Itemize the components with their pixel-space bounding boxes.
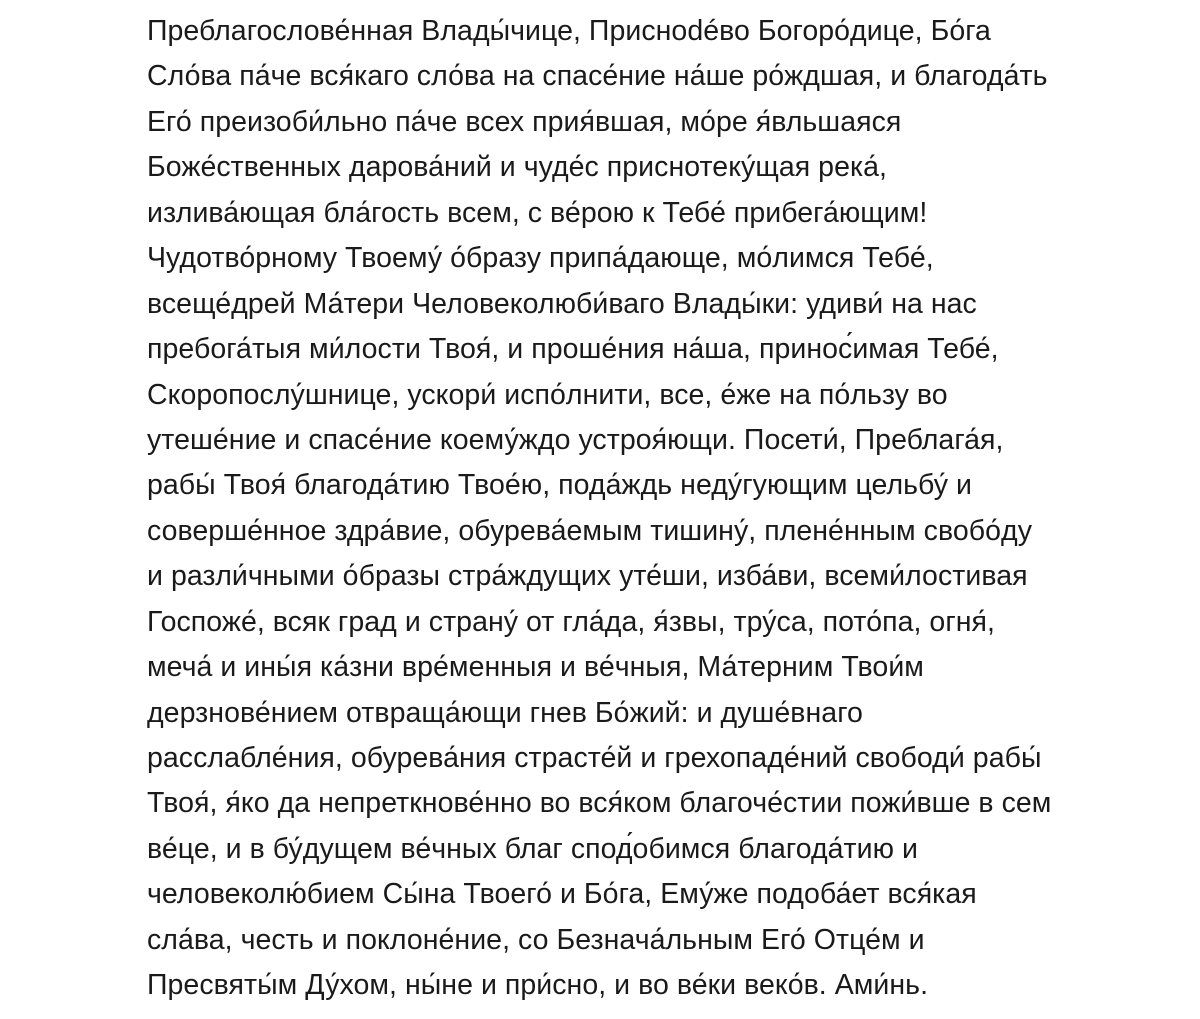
text-line: Преблагослове́нная Влады́чице, Приснodéво Богоро́дице, Бо́га bbox=[147, 15, 991, 47]
text-line: сла́ва, честь и поклоне́ние, со Безнача́льным Его́ Отце́м и bbox=[147, 923, 925, 956]
text-line: Сло́ва па́че вся́каго сло́ва на спасе́ние на́ше ро́ждшая, и благода́ть bbox=[147, 60, 1048, 93]
text-line: меча́ и ины́я ка́зни вре́менныя и ве́чныя, Ма́терним Твои́м bbox=[147, 651, 924, 684]
text-line: Скоропослу́шнице, ускори́ испо́лнити, все, е́же на по́льзу во bbox=[147, 378, 948, 411]
text-line: пребога́тыя ми́лости Твоя́, и проше́ния на́ша, принос́имая Тебе́, bbox=[147, 333, 999, 366]
text-line: Госпоже́, всяк град и страну́ от гла́да, я́звы, тру́са, пото́па, огня́, bbox=[147, 605, 996, 638]
text-line: человеколю́бием Сы́на Твоего́ и Бо́га, Ему́же подоба́ет вся́кая bbox=[147, 878, 977, 911]
text-line: Твоя́, я́ко да непреткнове́нно во вся́ком благоче́стии пожи́вше в сем bbox=[147, 787, 1052, 820]
text-line: и разли́чными о́бразы стра́ждущих уте́ши, изба́ви, всеми́лостивая bbox=[147, 560, 1028, 593]
text-line: соверше́нное здра́вие, обурева́емым тишину́, плене́нным свобо́ду bbox=[147, 514, 1032, 547]
text-line: Его́ преизоби́льно па́че всех прия́вшая, мо́ре я́вльшаяся bbox=[147, 105, 902, 138]
text-line: Пресвяты́м Ду́хом, ны́не и при́сно, и во ве́ки веко́в. Ами́нь. bbox=[147, 969, 929, 1002]
prayer-text bbox=[147, 9, 1187, 1009]
text-line: дерзнове́нием отвраща́ющи гнев Бо́жий: и душе́внаго bbox=[147, 696, 863, 729]
text-line: излива́ющая бла́гость всем, с ве́рою к Тебе́ прибега́ющим! bbox=[147, 196, 928, 229]
text-line: всеще́дрей Ма́тери Человеколюби́ваго Влады́ки: удиви́ на нас bbox=[147, 287, 977, 320]
text-line: рабы́ Твоя́ благода́тию Твое́ю, пода́ждь неду́гующим цельбу́ и bbox=[147, 469, 973, 502]
text-line: расслабле́ния, обурева́ния страсте́й и грехопаде́ний свободи́ рабы́ bbox=[147, 742, 1042, 774]
text-line: Чудотво́рному Твоему́ о́бразу припа́дающе, мо́лимся Тебе́, bbox=[147, 242, 934, 275]
text-line: ве́це, и в бу́дущем ве́чных благ спод́обимся благода́тию и bbox=[147, 832, 918, 865]
text-line: утеше́ние и спасе́ние коему́ждо устроя́ющи. Посети́, Преблага́я, bbox=[147, 423, 1004, 456]
text-line: Боже́ственных дарова́ний и чуде́с приснотеку́щая река́, bbox=[147, 151, 887, 184]
